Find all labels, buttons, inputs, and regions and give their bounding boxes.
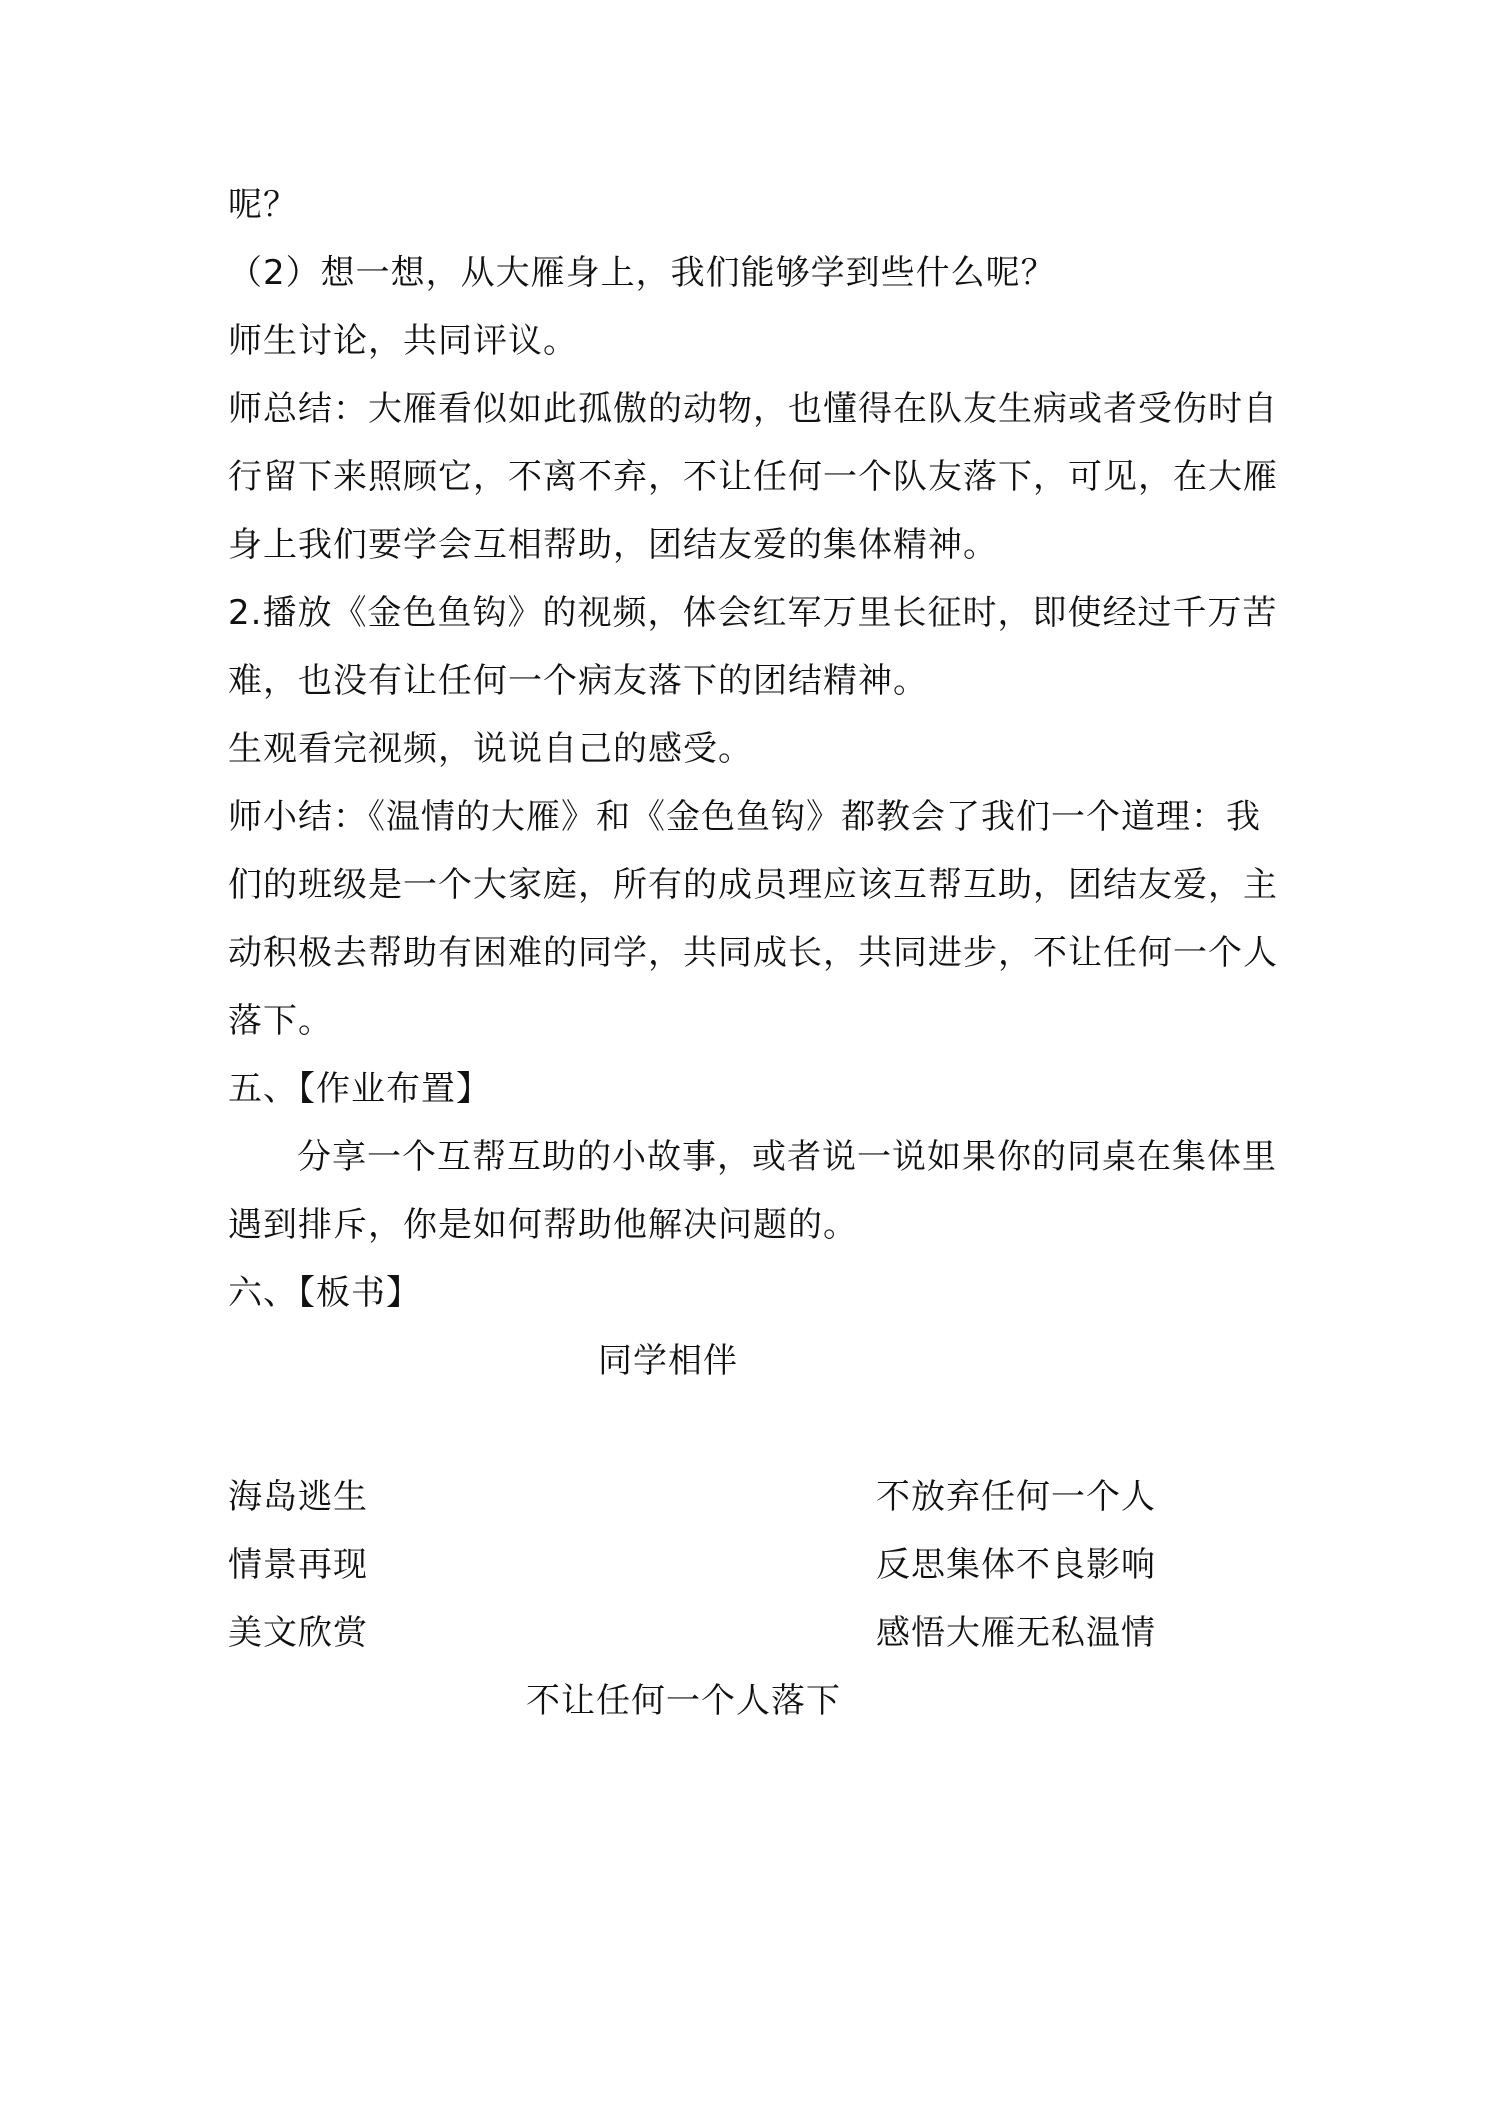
board-right-item: 感悟大雁无私温情 — [876, 1613, 1156, 1653]
section-heading: 五、【作业布置】 — [228, 1069, 491, 1109]
board-right-item: 不放弃任何一个人 — [876, 1477, 1156, 1517]
text-line: 2.播放《金色鱼钩》的视频，体会红军万里长征时，即使经过千万苦 — [228, 593, 1278, 633]
text-line: 生观看完视频，说说自己的感受。 — [228, 729, 753, 769]
text-line: （2）想一想，从大雁身上，我们能够学到些什么呢？ — [228, 253, 1056, 293]
text-line: 师生讨论，共同评议。 — [228, 321, 578, 361]
text-line: 身上我们要学会互相帮助，团结友爱的集体精神。 — [228, 525, 998, 565]
board-right-item: 反思集体不良影响 — [876, 1545, 1156, 1585]
text-line: 们的班级是一个大家庭，所有的成员理应该互帮互助，团结友爱，主 — [228, 865, 1278, 905]
text-line: 动积极去帮助有困难的同学，共同成长，共同进步，不让任何一个人 — [228, 933, 1278, 973]
section-heading: 六、【板书】 — [228, 1273, 421, 1313]
board-left-item: 海岛逃生 — [228, 1477, 368, 1517]
text-line: 遇到排斥，你是如何帮助他解决问题的。 — [228, 1205, 858, 1245]
board-bottom-line: 不让任何一个人落下 — [526, 1681, 841, 1721]
board-left-item: 美文欣赏 — [228, 1613, 368, 1653]
text-line: 呢？ — [228, 185, 298, 225]
text-line: 难，也没有让任何一个病友落下的团结精神。 — [228, 661, 928, 701]
text-line: 师小结：《温情的大雁》和《金色鱼钩》都教会了我们一个道理：我 — [228, 797, 1261, 837]
text-line: 师总结：大雁看似如此孤傲的动物，也懂得在队友生病或者受伤时自 — [228, 389, 1278, 429]
text-line: 落下。 — [228, 1001, 333, 1041]
text-line: 分享一个互帮互助的小故事，或者说一说如果你的同桌在集体里 — [297, 1137, 1277, 1177]
board-title: 同学相伴 — [598, 1341, 738, 1381]
board-left-item: 情景再现 — [228, 1545, 368, 1585]
text-line: 行留下来照顾它，不离不弃，不让任何一个队友落下，可见，在大雁 — [228, 457, 1278, 497]
